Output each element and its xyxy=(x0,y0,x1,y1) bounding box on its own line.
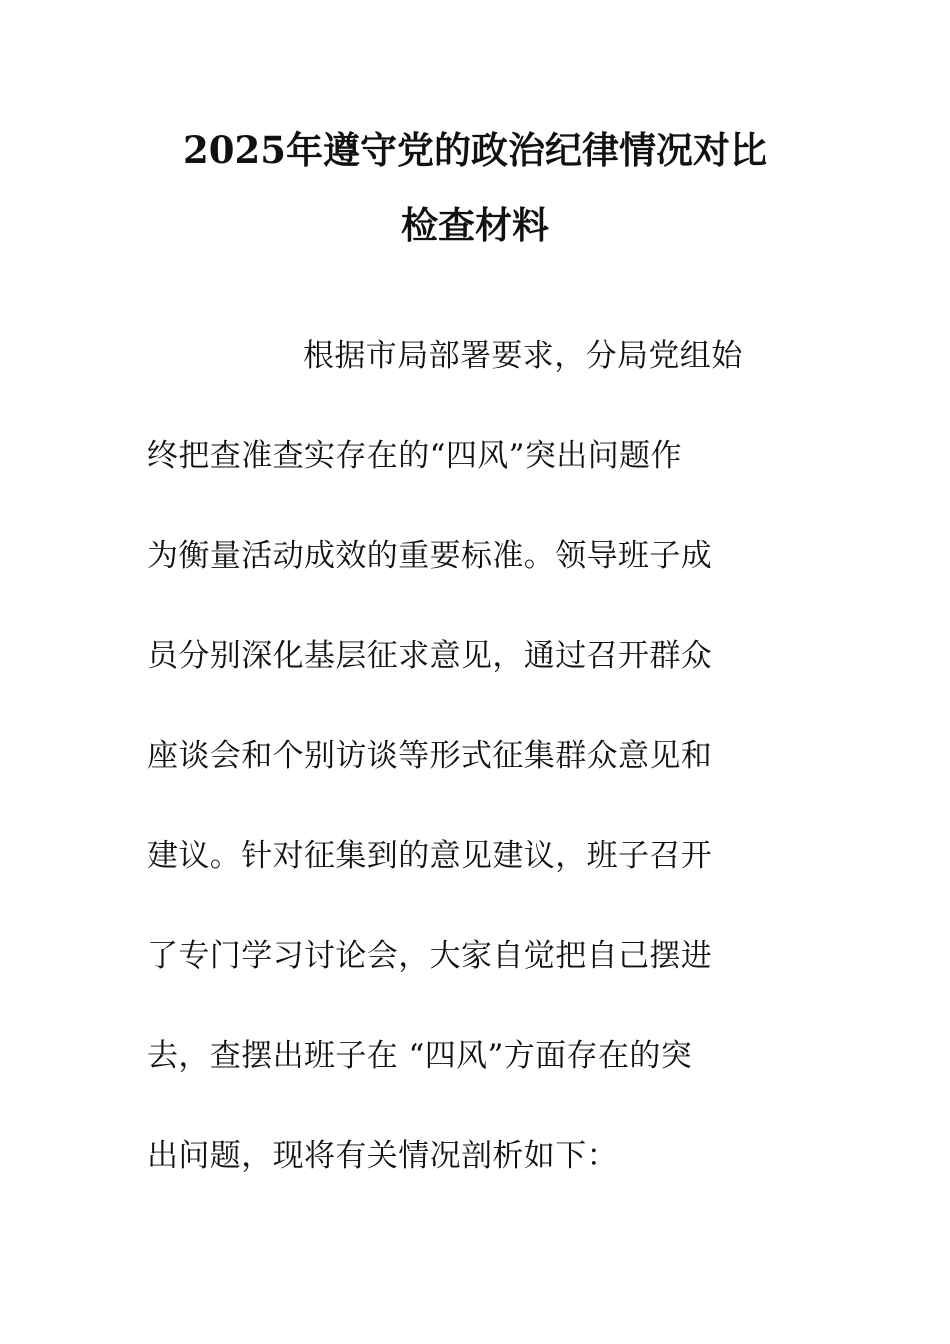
body-line-7: 了专门学习讨论会，大家自觉把自己摆进 xyxy=(147,938,713,974)
document-title-line-1: 2025年遵守党的政治纪律情况对比 xyxy=(183,128,767,172)
body-line-2: 终把查准查实存在的“四风”突出问题作 xyxy=(147,438,682,474)
body-line-9: 出问题，现将有关情况剖析如下： xyxy=(147,1138,618,1174)
body-line-4: 员分别深化基层征求意见，通过召开群众 xyxy=(147,638,713,674)
body-line-8: 去，查摆出班子在 “四风”方面存在的突 xyxy=(147,1038,693,1074)
body-line-5: 座谈会和个别访谈等形式征集群众意见和 xyxy=(147,738,713,774)
body-line-6: 建议。针对征集到的意见建议，班子召开 xyxy=(147,838,713,874)
document-title-line-2: 检查材料 xyxy=(401,203,549,247)
body-line-1: 根据市局部署要求，分局党组始 xyxy=(303,338,743,374)
body-line-3: 为衡量活动成效的重要标准。领导班子成 xyxy=(147,538,713,574)
